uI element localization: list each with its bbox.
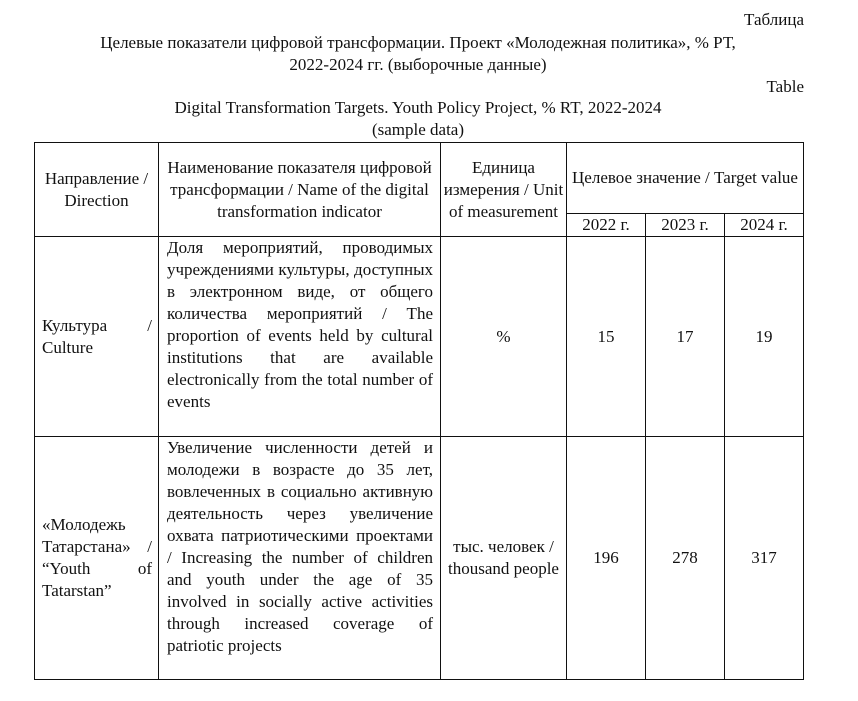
header-unit: Единица измерения / Unit of measurement bbox=[441, 143, 567, 237]
direction-cell: «Молодежь Татарстана» / “Youth of Tatarstan” bbox=[35, 437, 159, 680]
indicator-cell: Доля мероприятий, проводимых учреждениями культуры, доступных в электронном виде, от общего количества мероприятий / The proportion of events held by cultural institutions that are available electronically from the total number of events bbox=[159, 237, 441, 437]
table-title-ru-line1: Целевые показатели цифровой трансформации. Проект «Молодежная политика», % РТ, bbox=[100, 33, 736, 52]
header-indicator: Наименование показателя цифровой трансформации / Name of the digital transformation indicator bbox=[159, 143, 441, 237]
value-2024-cell: 19 bbox=[725, 237, 804, 437]
header-direction: Направление / Direction bbox=[35, 143, 159, 237]
header-target-value: Целевое значение / Target value bbox=[567, 143, 804, 214]
table-row bbox=[35, 437, 804, 680]
value-2023-cell: 278 bbox=[646, 437, 725, 680]
unit-cell: тыс. человек / thousand people bbox=[441, 437, 567, 680]
table-label-en: Table bbox=[766, 77, 804, 96]
table-title-en-line2: (sample data) bbox=[371, 120, 465, 139]
table-label-ru: Таблица bbox=[744, 10, 804, 29]
unit-cell: % bbox=[441, 237, 567, 437]
header-year-2024: 2024 г. bbox=[725, 214, 804, 237]
table-title-ru bbox=[0, 32, 836, 76]
value-2022-cell: 15 bbox=[567, 237, 646, 437]
table-title-en-line1: Digital Transformation Targets. Youth Policy Project, % RT, 2022-2024 bbox=[174, 98, 662, 117]
value-2023-cell: 17 bbox=[646, 237, 725, 437]
indicator-cell: Увеличение численности детей и молодежи в возрасте до 35 лет, вовлеченных в социально активную деятельность через увеличение охвата патриотическими проектами / Increasing the number of children and youth under the age of 35 involved in socially active activities through increased coverage of patriotic projects bbox=[159, 437, 441, 680]
header-year-2022: 2022 г. bbox=[567, 214, 646, 237]
table-title-en bbox=[0, 97, 836, 141]
table-row bbox=[35, 237, 804, 437]
targets-table bbox=[34, 142, 804, 680]
header-year-2023: 2023 г. bbox=[646, 214, 725, 237]
header-row bbox=[35, 143, 804, 214]
value-2022-cell: 196 bbox=[567, 437, 646, 680]
table-title-ru-line2: 2022-2024 гг. (выборочные данные) bbox=[289, 55, 547, 74]
direction-cell: Культура / Culture bbox=[35, 237, 159, 437]
value-2024-cell: 317 bbox=[725, 437, 804, 680]
